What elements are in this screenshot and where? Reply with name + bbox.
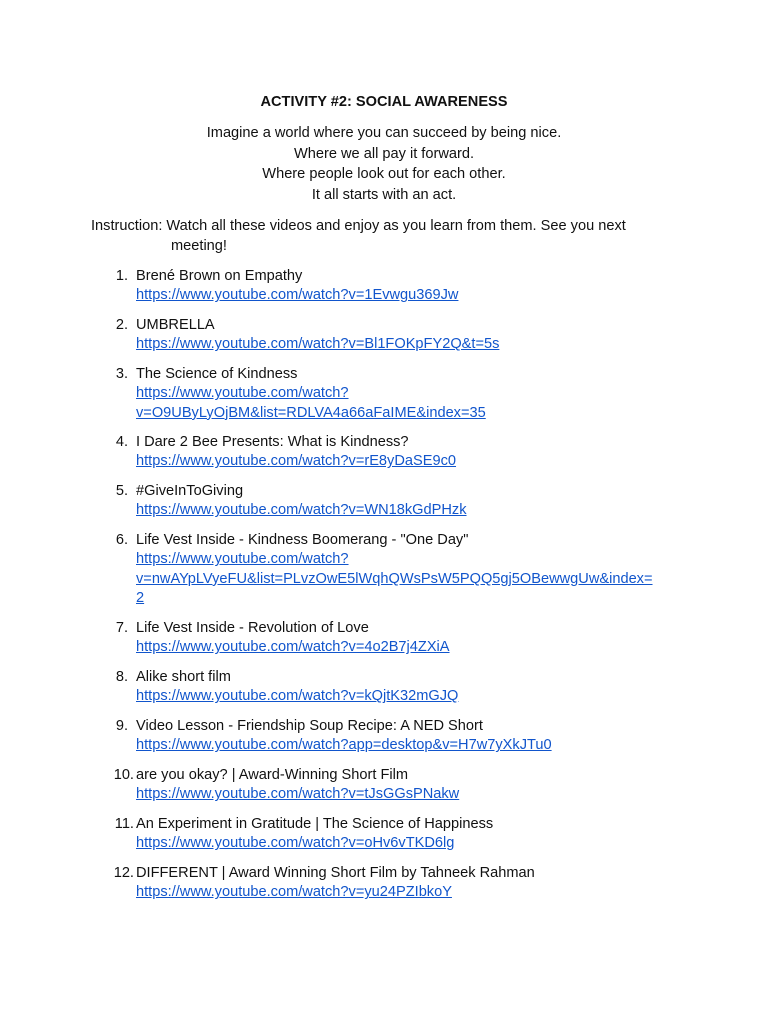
instruction-line: meeting!	[171, 238, 227, 254]
video-link[interactable]: https://www.youtube.com/watch?v=WN18kGdPHzk	[136, 502, 467, 519]
list-number: 10.	[113, 767, 134, 783]
intro-paragraph	[0, 123, 768, 206]
intro-line: Where people look out for each other.	[262, 166, 506, 183]
list-number: 11.	[114, 816, 134, 832]
video-link[interactable]: https://www.youtube.com/watch?v=oHv6vTKD6lg	[136, 835, 455, 852]
video-title: Life Vest Inside - Kindness Boomerang - "One Day"	[136, 532, 469, 548]
intro-line: Where we all pay it forward.	[293, 145, 475, 162]
video-link[interactable]: https://www.youtube.com/watch?v=tJsGGsPNakw	[136, 786, 460, 803]
list-number: 7.	[115, 620, 128, 636]
video-link[interactable]: https://www.youtube.com/watch?v=Bl1FOKpFY2Q&t=5s	[136, 336, 500, 353]
video-title: are you okay? | Award-Winning Short Film	[136, 767, 409, 783]
list-number: 4.	[115, 434, 128, 450]
video-title: I Dare 2 Bee Presents: What is Kindness?	[136, 434, 409, 450]
video-title: #GiveInToGiving	[136, 483, 244, 499]
list-number: 9.	[115, 718, 128, 734]
video-link[interactable]: https://www.youtube.com/watch?app=desktop&v=H7w7yXkJTu0	[136, 737, 552, 754]
video-link[interactable]: https://www.youtube.com/watch? v=O9UByLyOjBM&list=RDLVA4a66aFaIME&index=35	[136, 385, 486, 421]
list-number: 3.	[115, 366, 128, 382]
list-number: 12.	[113, 865, 134, 881]
video-link[interactable]: https://www.youtube.com/watch? v=nwAYpLVyeFU&list=PLvzOwE5lWqhQWsPsW5PQQ5gj5OBewwgUw&index= 2	[136, 551, 653, 607]
video-link[interactable]: https://www.youtube.com/watch?v=rE8yDaSE9c0	[136, 453, 457, 470]
intro-line: It all starts with an act.	[311, 187, 457, 204]
video-title: The Science of Kindness	[136, 366, 298, 382]
video-title: Brené Brown on Empathy	[136, 268, 303, 284]
video-link[interactable]: https://www.youtube.com/watch?v=4o2B7j4ZXiA	[136, 639, 450, 656]
document-title: ACTIVITY #2: SOCIAL AWARENESS	[260, 94, 508, 110]
list-number: 8.	[115, 669, 128, 685]
instruction-line: Instruction: Watch all these videos and enjoy as you learn from them. See you next	[91, 218, 626, 234]
video-link[interactable]: https://www.youtube.com/watch?v=kQjtK32mGJQ	[136, 688, 459, 705]
video-link[interactable]: https://www.youtube.com/watch?v=1Evwgu369Jw	[136, 287, 459, 304]
video-title: UMBRELLA	[136, 317, 215, 333]
video-link[interactable]: https://www.youtube.com/watch?v=yu24PZIbkoY	[136, 884, 452, 901]
intro-line: Imagine a world where you can succeed by being nice.	[206, 125, 562, 141]
list-number: 2.	[115, 317, 128, 333]
video-title: Alike short film	[136, 669, 231, 685]
video-title: DIFFERENT | Award Winning Short Film by Tahneek Rahman	[136, 865, 535, 881]
video-title: Video Lesson - Friendship Soup Recipe: A NED Short	[136, 718, 483, 734]
list-number: 6.	[115, 532, 128, 548]
list-number: 5.	[115, 483, 128, 499]
video-title: An Experiment in Gratitude | The Science of Happiness	[136, 816, 494, 832]
instruction-text	[91, 216, 691, 256]
video-title: Life Vest Inside - Revolution of Love	[136, 620, 369, 636]
list-number: 1.	[115, 268, 128, 284]
